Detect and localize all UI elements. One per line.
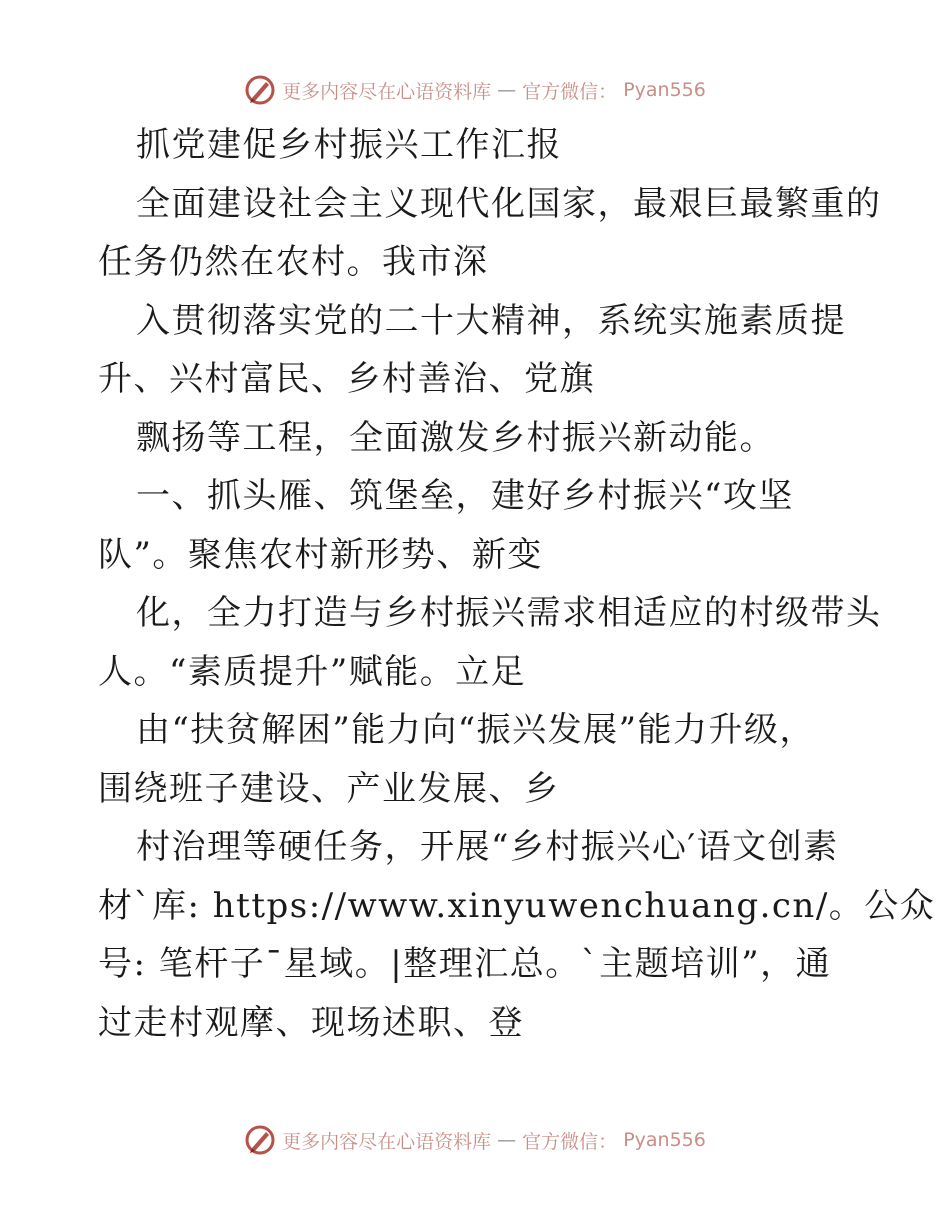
text-line: 任务仍然在农村。我市深 [98, 242, 489, 282]
text-line: 材`库: https://www.xinyuwenchuang.cn/。公众 [98, 886, 936, 926]
watermark-contact: 官方微信： [522, 80, 618, 103]
watermark-separator: — [497, 1129, 517, 1151]
text-line: 化，全力打造与乡村振兴需求相适应的村级带头 [136, 593, 882, 633]
footer-watermark [0, 1120, 950, 1160]
text-line: 号: 笔杆子¯星域。|整理汇总。`主题培训”，通 [98, 944, 832, 984]
text-line: 人。“素质提升”赋能。立足 [98, 652, 527, 692]
watermark-text: 更多内容尽在心语资料库 [282, 80, 492, 103]
text-line: 一、抓头雁、筑堡垒，建好乡村振兴“攻坚 [136, 476, 794, 516]
document-title: 抓党建促乡村振兴工作汇报 [136, 125, 562, 165]
watermark-text: 更多内容尽在心语资料库 [282, 1130, 492, 1153]
text-line: 飘扬等工程，全面激发乡村振兴新动能。 [136, 418, 775, 458]
text-line: 队”。聚焦农村新形势、新变 [98, 535, 543, 575]
text-line: 升、兴村富民、乡村善治、党旗 [98, 359, 595, 399]
text-line: 全面建设社会主义现代化国家，最艰巨最繁重的 [136, 184, 882, 224]
text-line: 围绕班子建设、产业发展、乡 [98, 769, 560, 809]
pen-circle-logo-icon [244, 1124, 276, 1156]
text-line: 过走村观摩、现场述职、登 [98, 1003, 524, 1043]
watermark-id: Pyan556 [623, 79, 706, 101]
header-watermark [0, 70, 950, 110]
watermark-separator: — [497, 79, 517, 101]
watermark-id: Pyan556 [623, 1129, 706, 1151]
watermark-contact: 官方微信： [522, 1130, 618, 1153]
text-line: 入贯彻落实党的二十大精神，系统实施素质提 [136, 301, 846, 341]
pen-circle-logo-icon [244, 74, 276, 106]
text-line: 由“扶贫解困”能力向“振兴发展”能力升级， [136, 710, 816, 750]
text-line: 村治理等硬任务，开展“乡村振兴心′语文创素 [136, 827, 839, 867]
